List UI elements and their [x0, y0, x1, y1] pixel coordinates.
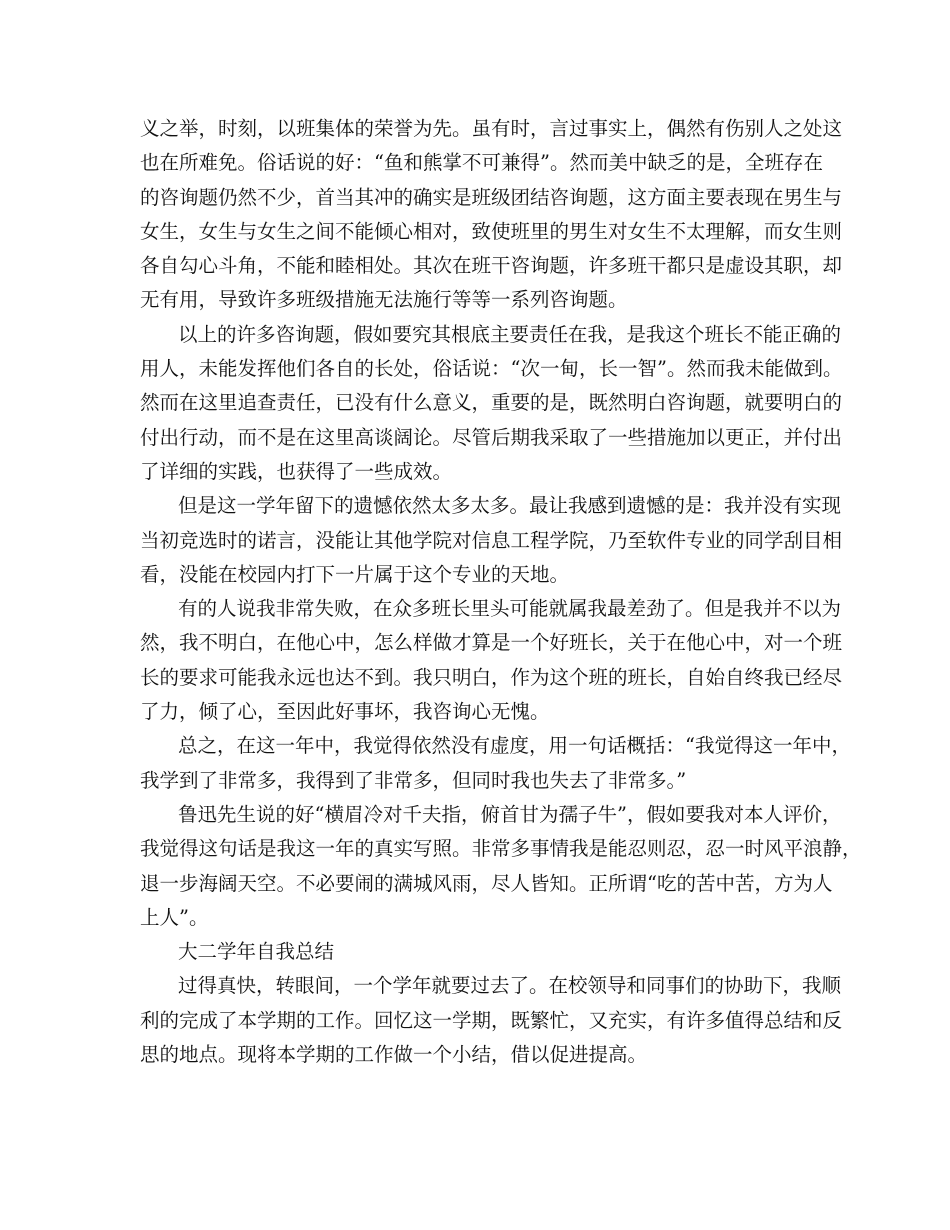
- paragraph-line: 看，没能在校园内打下一片属于这个专业的天地。: [140, 562, 570, 586]
- paragraph-first-line: 鲁迅先生说的好“横眉冷对千夫指，俯首甘为孺子牛”，假如要我对本人评价，: [178, 802, 842, 826]
- paragraph-line: 然，我不明白，在他心中，怎么样做才算是一个好班长，关于在他心中，对一个班: [140, 631, 843, 655]
- paragraph-first-line: 总之，在这一年中，我觉得依然没有虚度，用一句话概括：“我觉得这一年中，: [178, 734, 851, 758]
- paragraph-line: 退一步海阔天空。不必要闹的满城风雨，尽人皆知。正所谓“吃的苦中苦，方为人: [140, 871, 833, 895]
- paragraph-line: 然而在这里追查责任，已没有什么意义，重要的是，既然明白咨询题，就要明白的: [140, 391, 843, 415]
- paragraph-first-line: 大二学年自我总结: [178, 940, 335, 964]
- document-body: [140, 112, 862, 1072]
- paragraph-line: 用人，未能发挥他们各自的长处，俗话说：“次一甸，长一智”。然而我未能做到。: [140, 357, 843, 381]
- paragraph-first-line: 但是这一学年留下的遗憾依然太多太多。最让我感到遗憾的是：我并没有实现: [178, 494, 842, 518]
- paragraph-line: 了力，倾了心，至因此好事坏，我咨询心无愧。: [140, 700, 550, 724]
- paragraph-line: 女生，女生与女生之间不能倾心相对，致使班里的男生对女生不太理解，而女生则: [140, 219, 843, 243]
- paragraph-line: 的咨询题仍然不少，首当其冲的确实是班级团结咨询题，这方面主要表现在男生与: [140, 185, 843, 209]
- paragraph-line: 了详细的实践，也获得了一些成效。: [140, 459, 453, 483]
- paragraph-line: 付出行动，而不是在这里高谈阔论。尽管后期我采取了一些措施加以更正，并付出: [140, 425, 843, 449]
- paragraph-line: 长的要求可能我永远也达不到。我只明白，作为这个班的班长，自始自终我已经尽: [140, 665, 843, 689]
- paragraph-line: 各自勾心斗角，不能和睦相处。其次在班干咨询题，许多班干都只是虚设其职，却: [140, 254, 843, 278]
- paragraph-line: 思的地点。现将本学期的工作做一个小结，借以促进提高。: [140, 1043, 648, 1067]
- paragraph-first-line: 有的人说我非常失败，在众多班长里头可能就属我最差劲了。但是我并不以为: [178, 597, 842, 621]
- paragraph-first-line: 过得真快，转眼间，一个学年就要过去了。在校领导和同事们的协助下，我顺: [178, 974, 842, 998]
- paragraph-first-line: 以上的许多咨询题，假如要究其根底主要责任在我，是我这个班长不能正确的: [178, 322, 842, 346]
- paragraph-line: 也在所难免。俗话说的好：“鱼和熊掌不可兼得”。然而美中缺乏的是，全班存在: [140, 151, 823, 175]
- paragraph-line: 我学到了非常多，我得到了非常多，但同时我也失去了非常多。”: [140, 768, 687, 792]
- paragraph-line: 义之举，时刻，以班集体的荣誉为先。虽有时，言过事实上，偶然有伤别人之处这: [140, 117, 843, 140]
- paragraph-line: 上人”。: [140, 905, 209, 929]
- paragraph-line: 利的完成了本学期的工作。回忆这一学期，既繁忙，又充实，有许多值得总结和反: [140, 1008, 843, 1032]
- paragraph-line: 当初竞选时的诺言，没能让其他学院对信息工程学院，乃至软件专业的同学刮目相: [140, 528, 843, 552]
- paragraph-line: 无有用，导致许多班级措施无法施行等等一系列咨询题。: [140, 288, 628, 312]
- paragraph-line: 我觉得这句话是我这一年的真实写照。非常多事情我是能忍则忍，忍一时风平浪静，: [140, 837, 862, 861]
